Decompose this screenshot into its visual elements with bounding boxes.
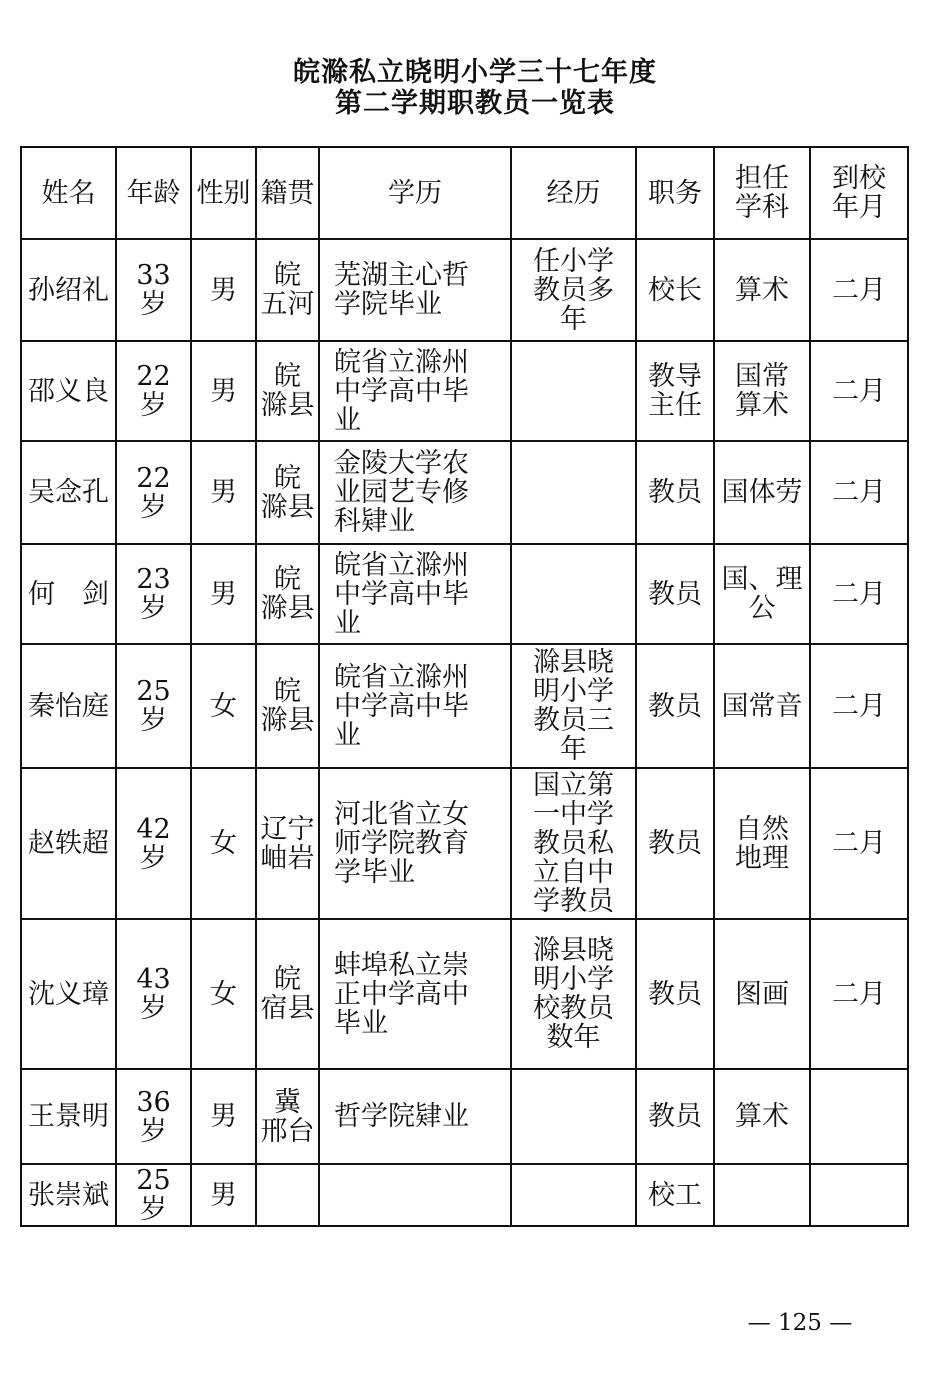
cell-position: 教导 主任 xyxy=(636,341,714,441)
cell-position: 校长 xyxy=(636,239,714,341)
table-row xyxy=(21,341,908,441)
cell-education: 金陵大学农 业园艺专修 科肄业 xyxy=(319,441,511,544)
cell-age: 33 岁 xyxy=(116,239,191,341)
cell-gender: 女 xyxy=(191,644,256,768)
cell-experience: 任小学 教员多 年 xyxy=(511,239,636,341)
cell-age: 22 岁 xyxy=(116,441,191,544)
header-subjects: 担任 学科 xyxy=(714,147,810,239)
cell-age: 23 岁 xyxy=(116,544,191,644)
cell-age: 36 岁 xyxy=(116,1069,191,1164)
cell-arrival-month: 二月 xyxy=(810,441,908,544)
cell-name: 王景明 xyxy=(21,1069,116,1164)
cell-gender: 男 xyxy=(191,441,256,544)
table-row xyxy=(21,768,908,919)
cell-native-place: 皖 宿县 xyxy=(256,919,319,1069)
cell-native-place: 辽宁 岫岩 xyxy=(256,768,319,919)
cell-native-place: 皖 滁县 xyxy=(256,644,319,768)
cell-education: 芜湖主心哲 学院毕业 xyxy=(319,239,511,341)
cell-native-place xyxy=(256,1164,319,1226)
cell-age: 42 岁 xyxy=(116,768,191,919)
header-education: 学历 xyxy=(319,147,511,239)
cell-experience xyxy=(511,1069,636,1164)
cell-subjects: 国常音 xyxy=(714,644,810,768)
cell-gender: 男 xyxy=(191,341,256,441)
cell-gender: 男 xyxy=(191,239,256,341)
table-row xyxy=(21,1164,908,1226)
cell-arrival-month: 二月 xyxy=(810,544,908,644)
cell-age: 25 岁 xyxy=(116,644,191,768)
cell-subjects: 图画 xyxy=(714,919,810,1069)
cell-arrival-month: 二月 xyxy=(810,919,908,1069)
cell-arrival-month xyxy=(810,1069,908,1164)
header-arrival-month: 到校 年月 xyxy=(810,147,908,239)
table-row xyxy=(21,441,908,544)
cell-age: 43 岁 xyxy=(116,919,191,1069)
cell-name: 秦怡庭 xyxy=(21,644,116,768)
cell-experience: 国立第 一中学 教员私 立自中 学教员 xyxy=(511,768,636,919)
header-experience: 经历 xyxy=(511,147,636,239)
cell-experience xyxy=(511,544,636,644)
header-name: 姓名 xyxy=(21,147,116,239)
cell-age: 22 岁 xyxy=(116,341,191,441)
cell-education xyxy=(319,1164,511,1226)
cell-education: 皖省立滁州 中学高中毕 业 xyxy=(319,644,511,768)
header-position: 职务 xyxy=(636,147,714,239)
table-row xyxy=(21,1069,908,1164)
table-row xyxy=(21,239,908,341)
cell-gender: 男 xyxy=(191,1069,256,1164)
table-header-row xyxy=(21,147,908,239)
cell-experience: 滁县晓 明小学 教员三 年 xyxy=(511,644,636,768)
cell-position: 教员 xyxy=(636,1069,714,1164)
cell-name: 沈义璋 xyxy=(21,919,116,1069)
cell-name: 张崇斌 xyxy=(21,1164,116,1226)
cell-native-place: 皖 滁县 xyxy=(256,544,319,644)
cell-experience xyxy=(511,441,636,544)
cell-position: 校工 xyxy=(636,1164,714,1226)
header-age: 年龄 xyxy=(116,147,191,239)
cell-subjects: 算术 xyxy=(714,239,810,341)
cell-position: 教员 xyxy=(636,768,714,919)
staff-roster-table xyxy=(20,146,909,1227)
cell-arrival-month: 二月 xyxy=(810,239,908,341)
cell-native-place: 皖 滁县 xyxy=(256,341,319,441)
cell-subjects: 自然 地理 xyxy=(714,768,810,919)
cell-native-place: 冀 邢台 xyxy=(256,1069,319,1164)
cell-subjects xyxy=(714,1164,810,1226)
cell-education: 皖省立滁州 中学高中毕 业 xyxy=(319,341,511,441)
page-number: — 125 — xyxy=(747,1310,853,1336)
cell-education: 哲学院肄业 xyxy=(319,1069,511,1164)
cell-arrival-month: 二月 xyxy=(810,768,908,919)
cell-native-place: 皖 滁县 xyxy=(256,441,319,544)
cell-gender: 男 xyxy=(191,544,256,644)
cell-education: 皖省立滁州 中学高中毕 业 xyxy=(319,544,511,644)
cell-name: 邵义良 xyxy=(21,341,116,441)
cell-gender: 男 xyxy=(191,1164,256,1226)
cell-subjects: 国体劳 xyxy=(714,441,810,544)
cell-name: 孙绍礼 xyxy=(21,239,116,341)
cell-name: 何 剑 xyxy=(21,544,116,644)
cell-name: 吴念孔 xyxy=(21,441,116,544)
cell-position: 教员 xyxy=(636,441,714,544)
cell-subjects: 国常 算术 xyxy=(714,341,810,441)
cell-name: 赵轶超 xyxy=(21,768,116,919)
cell-age: 25 岁 xyxy=(116,1164,191,1226)
cell-native-place: 皖 五河 xyxy=(256,239,319,341)
cell-subjects: 国、理 公 xyxy=(714,544,810,644)
cell-experience xyxy=(511,1164,636,1226)
table-row xyxy=(21,544,908,644)
cell-position: 教员 xyxy=(636,919,714,1069)
table-row xyxy=(21,644,908,768)
cell-education: 蚌埠私立崇 正中学高中 毕业 xyxy=(319,919,511,1069)
cell-subjects: 算术 xyxy=(714,1069,810,1164)
cell-arrival-month xyxy=(810,1164,908,1226)
cell-position: 教员 xyxy=(636,644,714,768)
cell-arrival-month: 二月 xyxy=(810,341,908,441)
header-gender: 性别 xyxy=(191,147,256,239)
cell-gender: 女 xyxy=(191,919,256,1069)
cell-experience xyxy=(511,341,636,441)
cell-education: 河北省立女 师学院教育 学毕业 xyxy=(319,768,511,919)
header-native-place: 籍贯 xyxy=(256,147,319,239)
table-row xyxy=(21,919,908,1069)
document-title-line-1: 皖滁私立晓明小学三十七年度 xyxy=(293,57,657,88)
cell-arrival-month: 二月 xyxy=(810,644,908,768)
cell-position: 教员 xyxy=(636,544,714,644)
cell-experience: 滁县晓 明小学 校教员 数年 xyxy=(511,919,636,1069)
document-title-line-2: 第二学期职教员一览表 xyxy=(335,88,615,119)
cell-gender: 女 xyxy=(191,768,256,919)
